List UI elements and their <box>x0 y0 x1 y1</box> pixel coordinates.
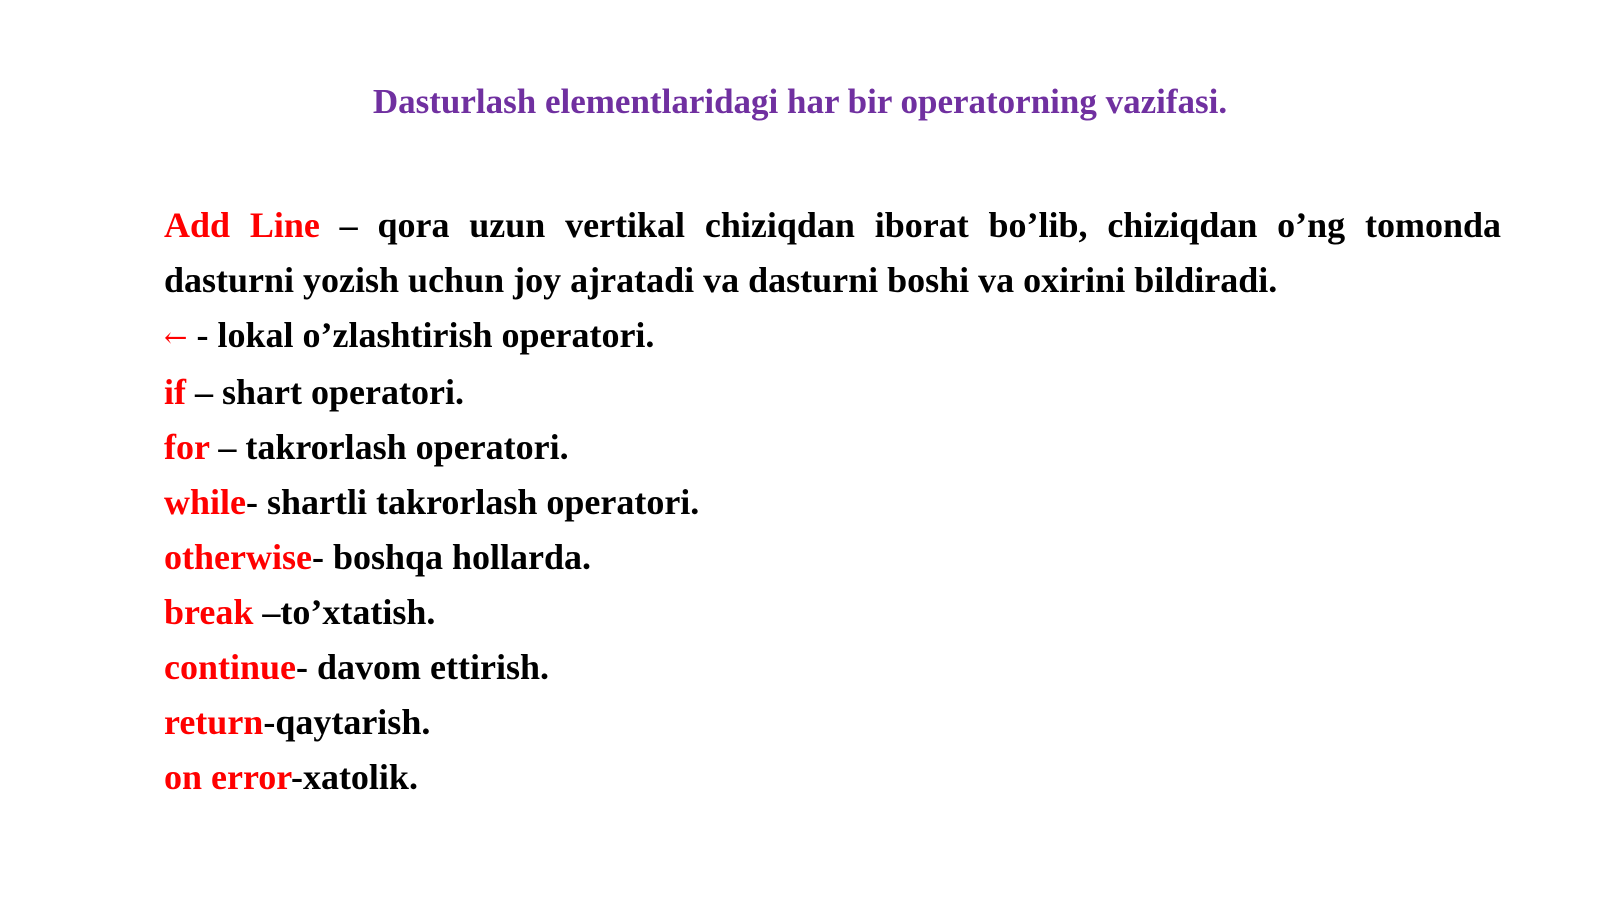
operator-description: - lokal o’zlashtirish operatori. <box>187 315 655 355</box>
operator-item-if <box>164 365 1501 420</box>
keyword-while: while <box>164 482 247 522</box>
operator-description: -qaytarish. <box>263 702 431 742</box>
operator-description: - davom ettirish. <box>296 647 549 687</box>
operator-description: –to’xtatish. <box>253 592 436 632</box>
operator-descriptions <box>164 198 1501 805</box>
add-line-text: – qora uzun vertikal chiziqdan iborat bo’lib, chiziqdan o’ng tomonda dasturni yozish uchun joy ajratadi va dasturni boshi va oxirini bildiradi. <box>164 205 1501 300</box>
operator-item-continue <box>164 640 1501 695</box>
operator-item-break <box>164 585 1501 640</box>
keyword-if: if <box>164 372 186 412</box>
left-arrow-icon: ← <box>164 321 188 354</box>
operator-item-assignment <box>164 308 1501 365</box>
operator-description: – shart operatori. <box>186 372 464 412</box>
keyword-on-error: on error <box>164 757 291 797</box>
operator-item-for <box>164 420 1501 475</box>
keyword-for: for <box>164 427 210 467</box>
keyword-continue: continue <box>164 647 297 687</box>
operator-description: -xatolik. <box>290 757 418 797</box>
keyword-otherwise: otherwise <box>164 537 312 577</box>
operator-item-on-error <box>164 750 1501 805</box>
operator-description: – takrorlash operatori. <box>209 427 569 467</box>
operator-item-return <box>164 695 1501 750</box>
page-title: Dasturlash elementlaridagi har bir operatorning vazifasi. <box>372 82 1228 121</box>
operator-item-otherwise <box>164 530 1501 585</box>
keyword-break: break <box>164 592 254 632</box>
operator-description: - boshqa hollarda. <box>311 537 592 577</box>
operator-item-while <box>164 475 1501 530</box>
keyword-add-line: Add Line <box>164 205 320 245</box>
add-line-description <box>164 198 1501 308</box>
operator-description: - shartli takrorlash operatori. <box>246 482 700 522</box>
keyword-return: return <box>164 702 264 742</box>
